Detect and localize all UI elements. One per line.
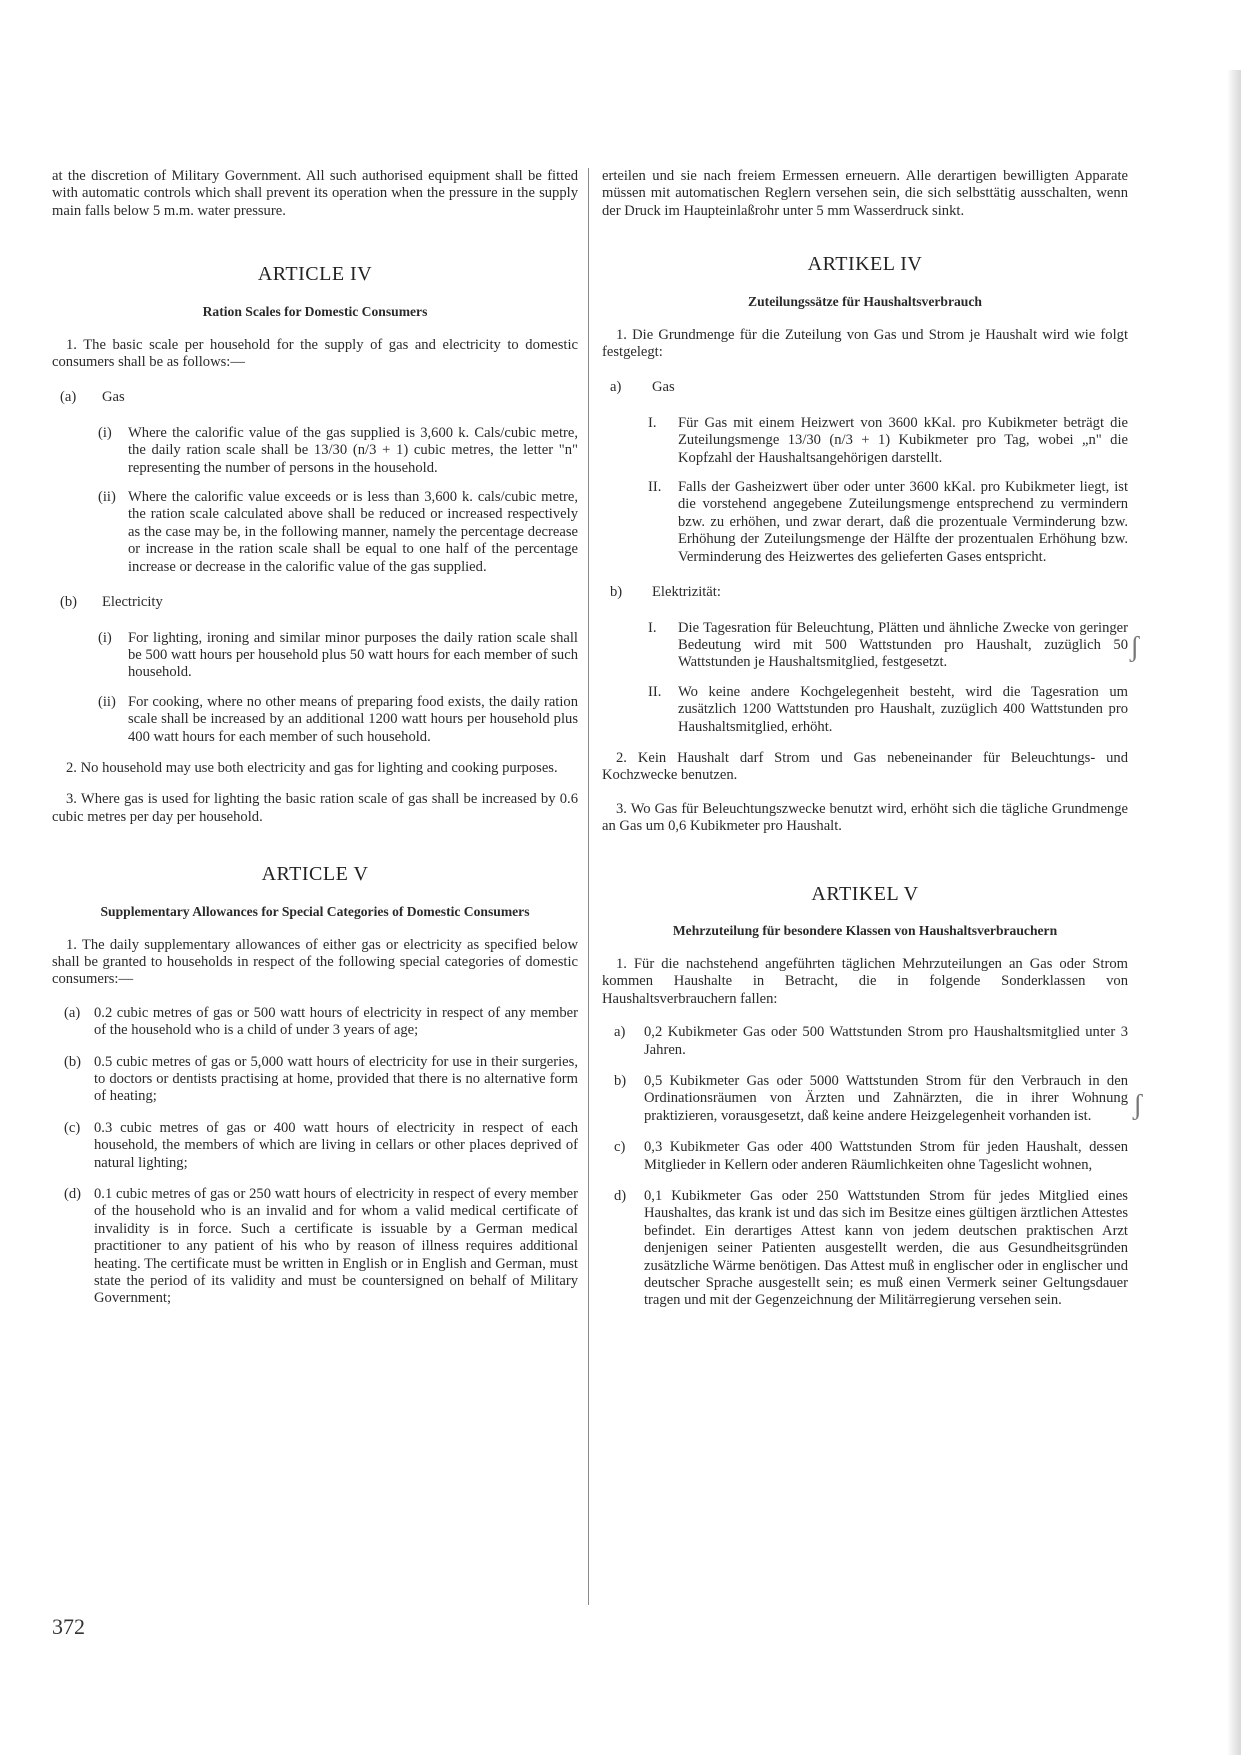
left-article-iv-title: ARTICLE IV xyxy=(257,263,373,286)
left-el-i-text: For lighting, ironing and similar minor purposes the daily ration scale shall be 500 watt hours per household plus 50 watt hours for each member of such household. xyxy=(128,629,578,681)
right-el-ii-label: II. xyxy=(648,683,662,700)
page-number: 372 xyxy=(52,1614,85,1639)
left-el-ii-label: (ii) xyxy=(98,693,116,710)
right-item-gas-label: a) xyxy=(610,379,622,396)
left-art5-c-text: 0.3 cubic metres of gas or 400 watt hours of electricity in respect of each household, the members of which are living in cellars or other places deprived of natural lighting; xyxy=(94,1119,578,1171)
left-art5-a-text: 0.2 cubic metres of gas or 500 watt hours of electricity in respect of any member of the household who is a child of under 3 years of age; xyxy=(94,1004,578,1039)
left-art5-a xyxy=(64,1005,578,1040)
right-gas-i-text: Für Gas mit einem Heizwert von 3600 kKal. pro Kubikmeter beträgt die Zuteilungsmenge 13/30 (n/3 + 1) Kubikmeter pro Tag, wobei „n" die Kopfzahl der Haushaltsangehörigen darstellt. xyxy=(678,414,1128,466)
left-item-gas xyxy=(52,389,578,406)
left-item-gas-label: (a) xyxy=(60,389,77,406)
right-intro: erteilen und sie nach freiem Ermessen erneuern. Alle derartigen bewilligten Apparate müssen mit automatischen Reglern versehen sein, die sich selbsttätig ausschalten, wenn der Druck im Haupteinlaßrohr unter 5 mm Wasserdruck sinkt. xyxy=(602,168,1128,219)
left-el-i-label: (i) xyxy=(98,629,112,646)
right-gas-i xyxy=(648,415,1128,467)
right-el-i-text: Die Tagesration für Beleuchtung, Plätten und ähnliche Zwecke von geringer Bedeutung wird mit 500 Wattstunden pro Haushalt, zuzüglich 50 Wattstunden je Haushaltsmitglied, festgesetzt. xyxy=(678,619,1128,671)
left-gas-i-text: Where the calorific value of the gas supplied is 3,600 k. Cals/cubic metre, the daily ration scale shall be 13/30 (n/3 + 1) cubic metres, the letter "n" representing the number of persons in the household. xyxy=(128,424,578,476)
right-art5-a-label: a) xyxy=(614,1024,626,1041)
left-art5-b xyxy=(64,1054,578,1106)
column-divider xyxy=(588,168,589,1605)
right-article-iv-subtitle: Zuteilungssätze für Haushaltsverbrauch xyxy=(748,293,982,309)
right-item-gas-text: Gas xyxy=(652,379,675,396)
margin-tick-mark: ʃ xyxy=(1133,1090,1143,1121)
left-art5-b-text: 0.5 cubic metres of gas or 5,000 watt hours of electricity for use in their surgeries, to doctors or dentists practising at home, provided that there is no alternative form of heating; xyxy=(94,1053,578,1105)
left-art4-para-1: 1. The basic scale per household for the supply of gas and electricity to domestic consumers shall be as follows:— xyxy=(52,336,578,371)
right-gas-ii-text: Falls der Gasheizwert über oder unter 3600 kKal. pro Kubikmeter liegt, ist die vorstehend angegebene Zuteilungsmenge entsprechend zu vermindern bzw. zu erhöhen, und zwar derart, daß die prozentuale Verminderung bzw. Erhöhung der Zuteilungsmenge der Hälfte der prozentualen Erhöhung bzw. Verminderung des Heizwertes des gelieferten Gases entspricht. xyxy=(678,479,1128,565)
right-art4-para-2: 2. Kein Haushalt darf Strom und Gas nebeneinander für Beleuchtungs- und Kochzwecke benutzen. xyxy=(602,749,1128,784)
left-art5-d-label: (d) xyxy=(64,1186,82,1203)
right-art5-b-text: 0,5 Kubikmeter Gas oder 5000 Wattstunden Strom für den Verbrauch in den Ordinationsräumen von Ärzten und Zahnärzten, die in ihrer Wohnung praktizieren, vorausgesetzt, daß keine andere Heizgelegenheit vorhanden ist. xyxy=(644,1073,1128,1124)
right-art5-b-label: b) xyxy=(614,1073,627,1089)
left-el-ii xyxy=(98,694,578,746)
left-art5-c xyxy=(64,1120,578,1172)
right-art5-a-text: 0,2 Kubikmeter Gas oder 500 Wattstunden Strom pro Haushaltsmitglied unter 3 Jahren. xyxy=(644,1024,1128,1058)
left-item-electricity xyxy=(52,594,578,611)
left-article-iv-subtitle: Ration Scales for Domestic Consumers xyxy=(202,303,428,319)
right-art5-c-text: 0,3 Kubikmeter Gas oder 400 Wattstunden Strom für jeden Haushalt, dessen Mitglieder in Kellern oder anderen Räumlichkeiten ohne Tageslicht wohnen, xyxy=(644,1139,1128,1173)
right-art5-para-1: 1. Für die nachstehend angeführten täglichen Mehrzuteilungen an Gas oder Strom kommen Haushalte in Betracht, die in folgende Sonderklassen von Haushaltsverbrauchern fallen: xyxy=(602,955,1128,1007)
right-art5-a xyxy=(614,1024,1128,1059)
left-art5-a-label: (a) xyxy=(64,1004,81,1021)
left-item-el-text: Electricity xyxy=(102,594,163,611)
left-item-el-label: (b) xyxy=(60,594,78,611)
right-el-i-label: I. xyxy=(648,619,657,636)
right-gas-i-label: I. xyxy=(648,414,657,431)
left-intro: at the discretion of Military Government. All such authorised equipment shall be fitted with automatic controls which shall prevent its operation when the pressure in the supply main falls below 5 m.m. water pressure. xyxy=(52,168,578,219)
right-art4-para-1: 1. Die Grundmenge für die Zuteilung von Gas und Strom je Haushalt wird wie folgt festgelegt: xyxy=(602,326,1128,361)
right-art4-para-3: 3. Wo Gas für Beleuchtungszwecke benutzt wird, erhöht sich die tägliche Grundmenge an Gas um 0,6 Kubikmeter pro Haushalt. xyxy=(602,800,1128,835)
left-gas-ii-text: Where the calorific value exceeds or is less than 3,600 k. cals/cubic metre, the ration scale calculated above shall be reduced or increased respectively as the case may be, in the following manner, namely the percentage decrease or increase in the ration scale shall be equal to one half of the percentage increase or decrease in the calorific value of the gas supplied. xyxy=(128,489,578,575)
left-el-i xyxy=(98,630,578,682)
right-art5-c-label: c) xyxy=(614,1139,626,1156)
left-art4-para-2: 2. No household may use both electricity and gas for lighting and cooking purposes. xyxy=(66,759,558,776)
right-el-ii xyxy=(648,684,1128,736)
left-art5-c-label: (c) xyxy=(64,1119,81,1136)
left-art5-d-text: 0.1 cubic metres of gas or 250 watt hours of electricity in respect of every member of the household who is an invalid and for whom a valid medical certificate of invalidity is in force. Such a certificate is issuable by a German medical practitioner to any patient of his who by reason of illness requires additional heating. The certificate must be written in English or in English and German, must state the period of its validity and must be countersigned on behalf of Military Government; xyxy=(94,1186,578,1307)
right-article-iv-title: ARTIKEL IV xyxy=(807,253,923,276)
right-item-el-text: Elektrizität: xyxy=(652,584,721,601)
left-art5-d xyxy=(64,1186,578,1308)
right-item-el-label: b) xyxy=(610,584,623,601)
margin-tick-mark: ʃ xyxy=(1130,632,1140,663)
left-gas-i xyxy=(98,425,578,477)
left-gas-ii-label: (ii) xyxy=(98,489,116,506)
right-art5-c xyxy=(614,1139,1128,1174)
page-edge-shadow xyxy=(1227,70,1241,1755)
right-art5-b xyxy=(614,1073,1128,1125)
left-item-gas-text: Gas xyxy=(102,389,125,406)
right-article-v-title: ARTIKEL V xyxy=(811,882,919,905)
right-art5-d xyxy=(614,1188,1128,1310)
right-el-i xyxy=(648,620,1128,672)
german-column xyxy=(602,168,1128,1324)
left-article-v-subtitle: Supplementary Allowances for Special Categories of Domestic Consumers xyxy=(100,903,530,919)
left-gas-ii xyxy=(98,489,578,576)
right-item-electricity xyxy=(602,584,1128,601)
left-article-v-title: ARTICLE V xyxy=(261,863,369,886)
right-art5-d-label: d) xyxy=(614,1188,627,1205)
right-gas-ii xyxy=(648,479,1128,566)
right-el-ii-text: Wo keine andere Kochgelegenheit besteht, wird die Tagesration um zusätzlich 1200 Wattstunden pro Haushalt, zuzüglich 400 Wattstunden pro Haushaltsmitglied, erhöht. xyxy=(678,683,1128,735)
right-article-v-subtitle: Mehrzuteilung für besondere Klassen von Haushaltsverbrauchern xyxy=(672,922,1058,938)
right-item-gas xyxy=(602,379,1128,396)
left-art5-b-label: (b) xyxy=(64,1053,82,1070)
left-el-ii-text: For cooking, where no other means of preparing food exists, the daily ration scale shall be increased by an additional 1200 watt hours per household plus 400 watt hours for each member of such household. xyxy=(128,693,578,745)
left-art4-para-3: 3. Where gas is used for lighting the basic ration scale of gas shall be increased by 0.6 cubic metres per day per household. xyxy=(52,791,578,825)
left-art5-para-1: 1. The daily supplementary allowances of either gas or electricity as specified below shall be granted to households in respect of the following special categories of domestic consumers:— xyxy=(52,936,578,988)
left-gas-i-label: (i) xyxy=(98,424,112,441)
right-gas-ii-label: II. xyxy=(648,479,662,496)
english-column xyxy=(52,168,578,1322)
right-art5-d-text: 0,1 Kubikmeter Gas oder 250 Wattstunden Strom für jedes Mitglied eines Haushaltes, das krank ist und das sich im Besitze eines gültigen ärztlichen Attestes befindet. Ein derartiges Attest kann von jedem deutschen praktischen Arzt denjenigen seiner Patienten ausgestellt werden, die aus Gesundheitsgründen zusätzliche Wärme benötigen. Das Attest muß in englischer oder in englischer und deutscher Sprache ausgestellt sein; es muß einen Vermerk seiner Geltungsdauer tragen und mit der Gegenzeichnung der Militärregierung versehen sein. xyxy=(644,1188,1128,1309)
